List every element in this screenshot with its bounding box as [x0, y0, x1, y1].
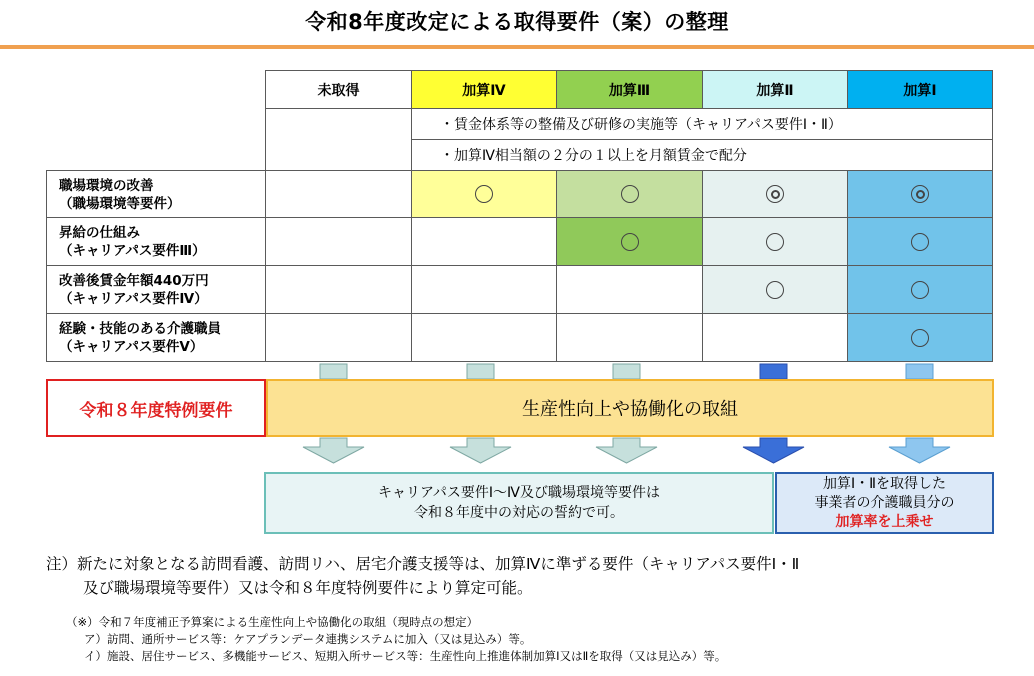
uplift-box [775, 472, 994, 534]
span-row-career-path: ・賃金体系等の整備及び研修の実施等（キャリアパス要件Ⅰ・Ⅱ） [411, 108, 993, 140]
footnote-line-2: ア）訪問、通所サービス等：ケアプランデータ連携システムに加入（又は見込み）等。 [84, 632, 532, 646]
arrow-stub-4 [760, 364, 787, 379]
header-kasan3: 加算Ⅲ [556, 70, 703, 109]
down-arrow-icon-1 [303, 438, 364, 463]
down-arrow-icon-2 [450, 438, 511, 463]
uplift-line-2: 事業者の介護職員分の [814, 494, 955, 511]
down-arrow-icon-5 [889, 438, 950, 463]
header-kasan2: 加算Ⅱ [702, 70, 848, 109]
note-line-2: 及び職場環境等要件）又は令和８年度特例要件により算定可能。 [83, 579, 533, 597]
down-arrow-icon-4 [743, 438, 804, 463]
note-line-1: 注）新たに対象となる訪問看護、訪問リハ、居宅介護支援等は、加算Ⅳに準ずる要件（キャリアパス要件Ⅰ・Ⅱ [46, 555, 800, 573]
span-row-monthly-wage: ・加算Ⅳ相当額の２分の１以上を月額賃金で配分 [411, 139, 993, 171]
pledge-box [264, 472, 774, 534]
header-mishutoku: 未取得 [265, 70, 412, 109]
arrow-stub-1 [320, 364, 347, 379]
arrow-stub-3 [613, 364, 640, 379]
header-kasan1: 加算Ⅰ [847, 70, 993, 109]
uplift-line-3: 加算率を上乗せ [835, 513, 934, 530]
special-requirement-label: 令和８年度特例要件 [46, 379, 266, 437]
main-note [46, 552, 1006, 600]
footnote-line-3: イ）施設、居住サービス、多機能サービス、短期入所サービス等：生産性向上推進体制加算Ⅰ又はⅡを取得（又は見込み）等。 [84, 649, 727, 663]
row-label-experienced-staff: 経験・技能のある介護職員 （キャリアパス要件Ⅴ） [46, 313, 266, 362]
row-label-pay-raise: 昇給の仕組み （キャリアパス要件Ⅲ） [46, 217, 266, 266]
pledge-line-1: キャリアパス要件Ⅰ～Ⅳ及び職場環境等要件は [378, 485, 660, 501]
down-arrow-icon-3 [596, 438, 657, 463]
row-label-annual-wage: 改善後賃金年額440万円 （キャリアパス要件Ⅳ） [46, 265, 266, 314]
arrow-stub-5 [906, 364, 933, 379]
footnote [66, 614, 996, 665]
arrow-stub-2 [467, 364, 494, 379]
productivity-box: 生産性向上や協働化の取組 [266, 379, 994, 437]
row-label-workplace: 職場環境の改善 （職場環境等要件） [46, 170, 266, 218]
uplift-line-1: 加算Ⅰ・Ⅱを取得した [822, 475, 947, 492]
header-kasan4: 加算Ⅳ [411, 70, 557, 109]
page-title: 令和8年度改定による取得要件（案）の整理 [305, 10, 729, 34]
footnote-line-1: （※）令和７年度補正予算案による生産性向上や協働化の取組（現時点の想定） [66, 615, 479, 629]
pledge-line-2: 令和８年度中の対応の誓約で可。 [414, 505, 624, 521]
